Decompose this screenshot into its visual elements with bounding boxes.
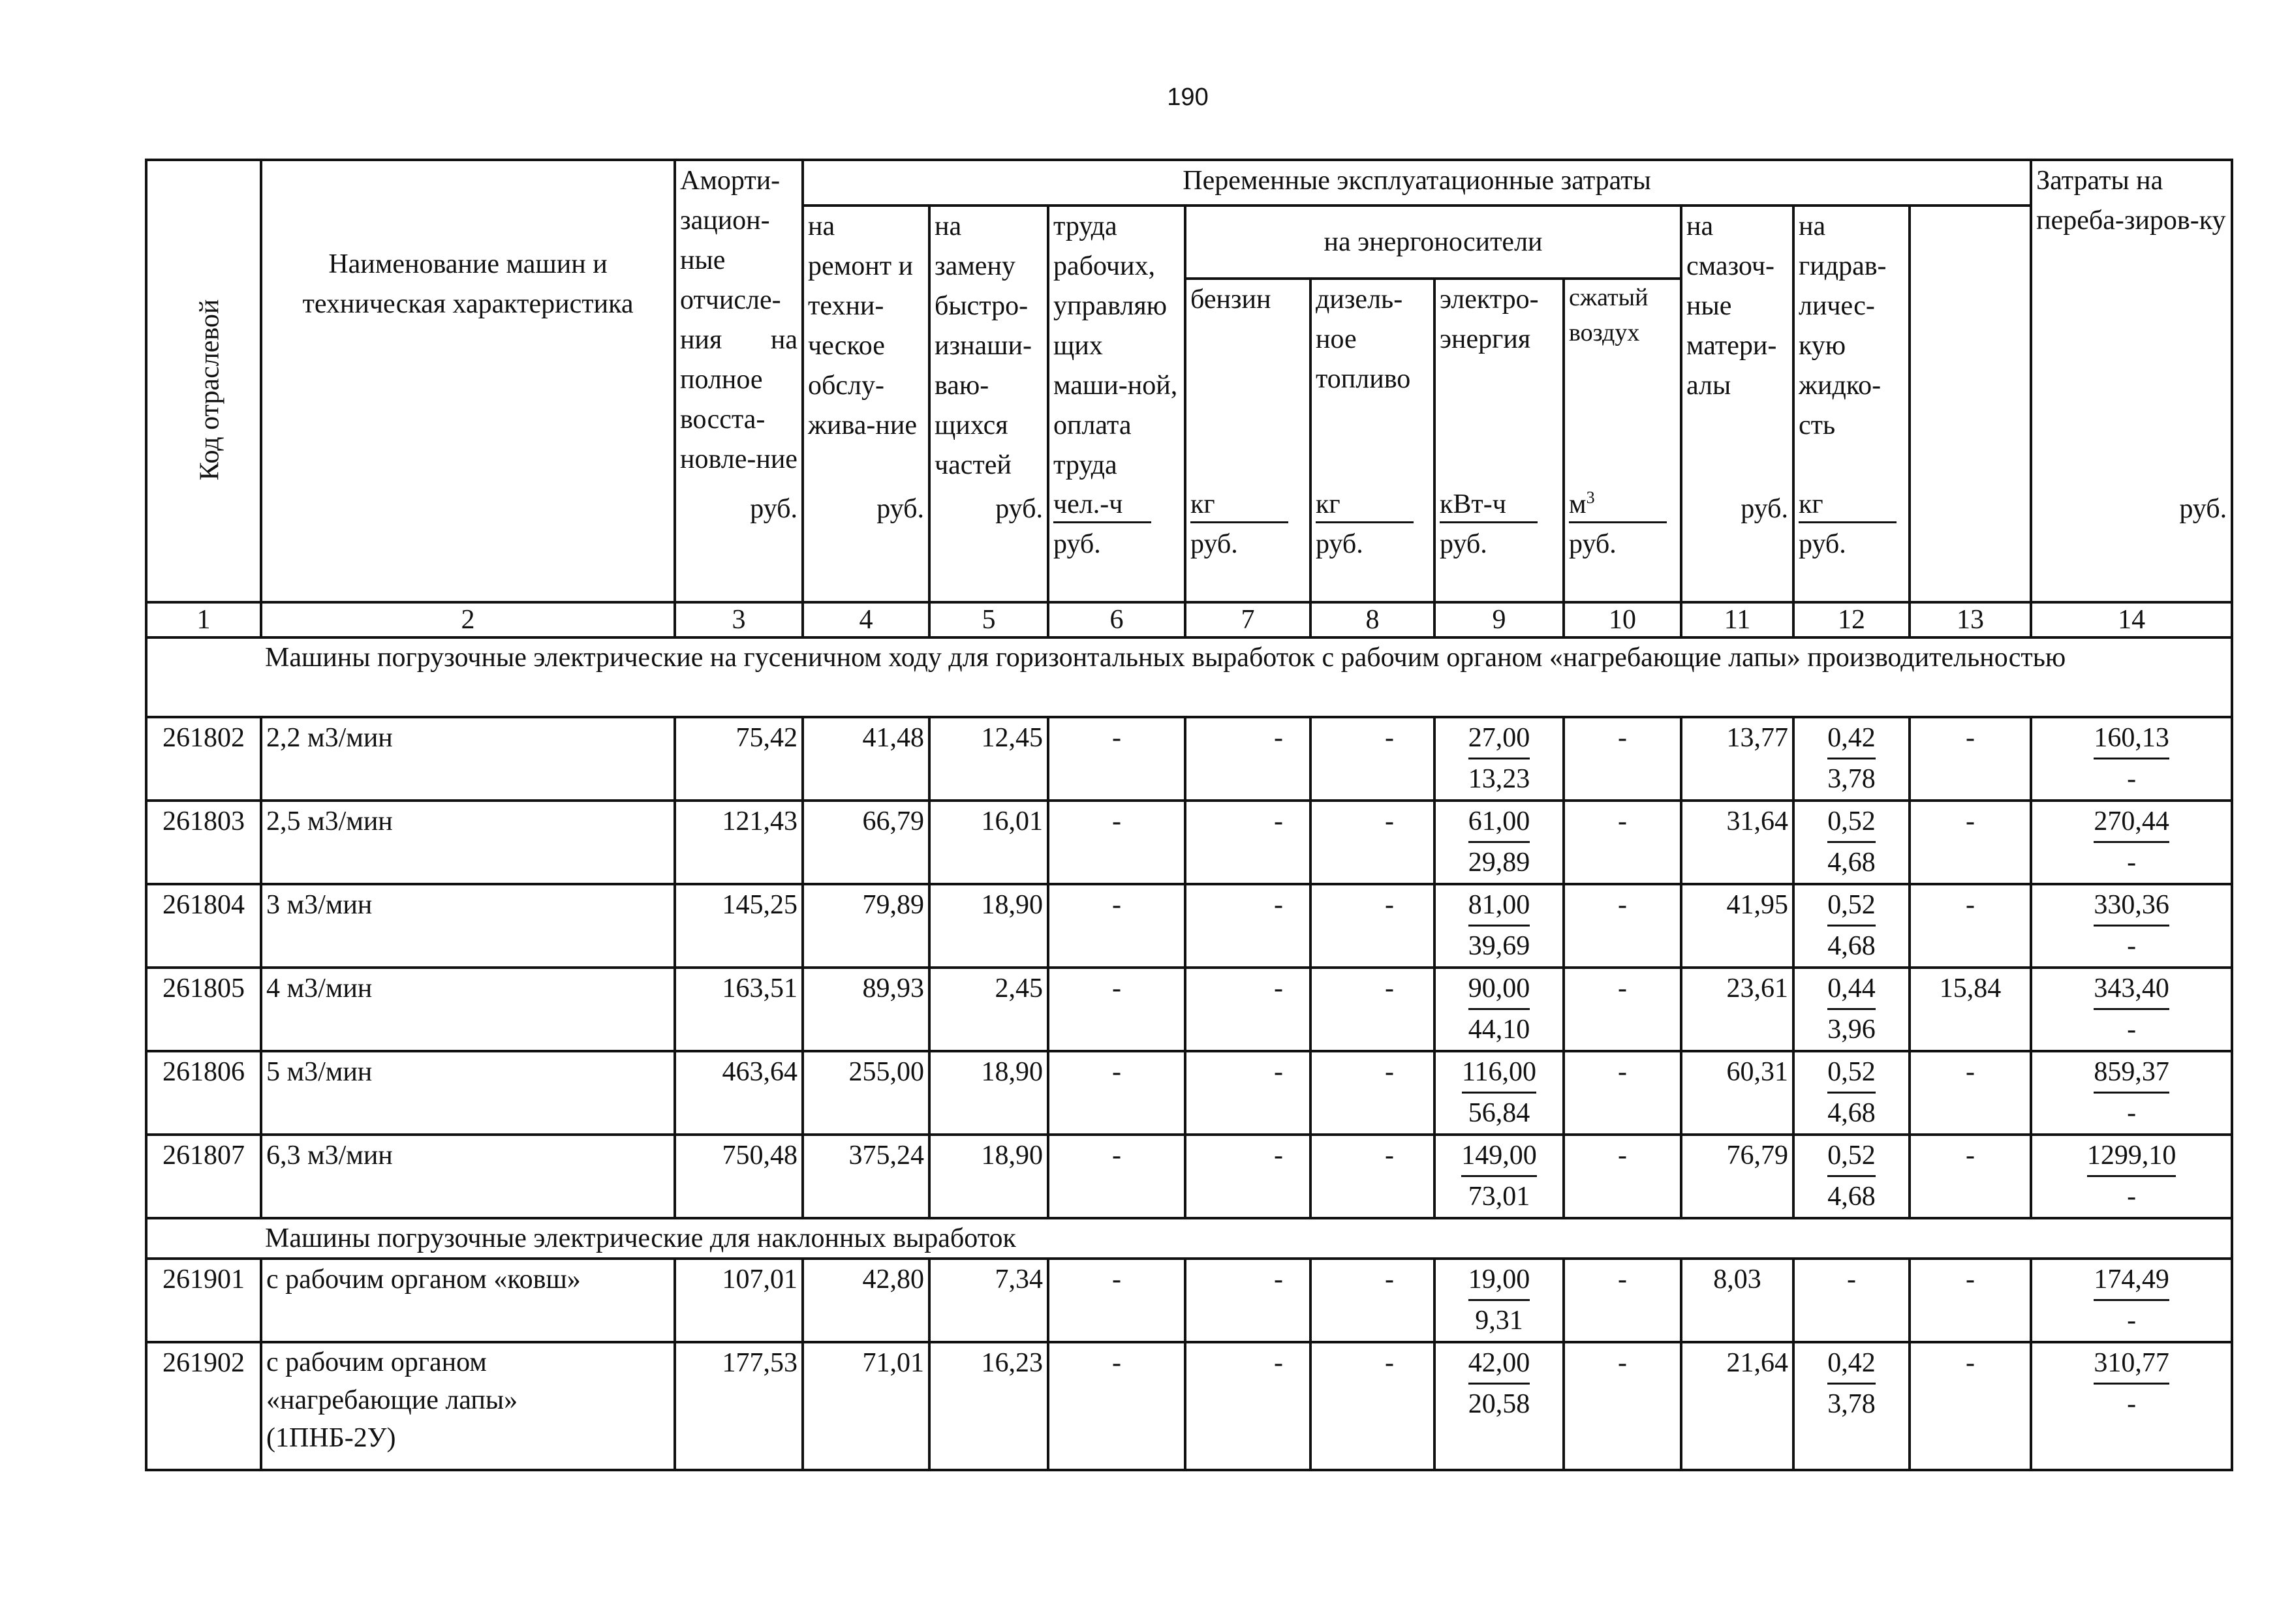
header-compressed-air: сжатый воздух $м^3$ руб.: [1564, 279, 1681, 602]
table-row: 261902 с рабочим органом «нагребающие лапы» (1ПНБ-2У) 177,53 71,01 16,23 - - - $\frac{42,00}{20,58}$ - 21,64 $\frac{0,42}{3,78}$ - $\frac{310,77}{-}$: [146, 1342, 2232, 1470]
header-diesel: дизель-ное топливо кг руб.: [1310, 279, 1434, 602]
table-row: 261805 4 м3/мин 163,51 89,93 2,45 - - - $\frac{90,00}{44,10}$ - 23,61 $\frac{0,44}{3,96}$ 15,84 $\frac{343,40}{-}$: [146, 968, 2232, 1051]
header-lubricants: на смазоч-ные матери-алы руб.: [1681, 206, 1793, 602]
header-row-1: [146, 160, 2232, 206]
header-parts: на замену быстро-изнаши-ваю-щихся частей руб.: [929, 206, 1048, 602]
group-title-horizontal: Машины погрузочные электрические на гусеничном ходу для горизонтальных выработок с рабочим органом «нагребающие лапы» производительностью: [146, 637, 2232, 717]
table-row: 261802 2,2 м3/мин 75,42 41,48 12,45 - - - $\frac{27,00}{13,23}$ - 13,77 $\frac{0,42}{3,78}$ - $\frac{160,13}{-}$: [146, 717, 2232, 801]
table-row: 261804 3 м3/мин 145,25 79,89 18,90 - - - $\frac{81,00}{39,69}$ - 41,95 $\frac{0,52}{4,68}$ - $\frac{330,36}{-}$: [146, 884, 2232, 968]
page-number: 190: [1167, 84, 1209, 111]
header-labor: труда рабочих, управляю щих маши-ной, оплата труда чел.-ч руб.: [1048, 206, 1185, 602]
group-title-inclined: Машины погрузочные электрические для наклонных выработок: [146, 1218, 2232, 1259]
header-energy: на энергоносители: [1185, 206, 1681, 279]
table-row: 261803 2,5 м3/мин 121,43 66,79 16,01 - - - $\frac{61,00}{29,89}$ - 31,64 $\frac{0,52}{4,68}$ - $\frac{270,44}{-}$: [146, 801, 2232, 884]
header-relocation: Затраты на переба-зиров-ку руб.: [2031, 160, 2232, 602]
header-variable-costs: Переменные эксплуатационные затраты: [803, 160, 2031, 206]
header-petrol: бензин кг руб.: [1185, 279, 1310, 602]
header-electricity: электро-энергия кВт-ч руб.: [1434, 279, 1564, 602]
machine-rates-table: [145, 159, 2233, 1471]
table-row: 261807 6,3 м3/мин 750,48 375,24 18,90 - - - $\frac{149,00}{73,01}$ - 76,79 $\frac{0,52}{4,68}$ - $\frac{1299,10}{-}$: [146, 1135, 2232, 1218]
header-repair: на ремонт и техни-ческое обслу-жива-ние руб.: [803, 206, 929, 602]
column-number-row: 1 2 3 4 5 6 7 8 9 10 11 12 13 14: [146, 602, 2232, 637]
header-hydraulic: на гидрав-личес-кую жидко-сть кг руб.: [1793, 206, 1910, 602]
table-row: 261806 5 м3/мин 463,64 255,00 18,90 - - - $\frac{116,00}{56,84}$ - 60,31 $\frac{0,52}{4,68}$ - $\frac{859,37}{-}$: [146, 1051, 2232, 1135]
header-amortization: Аморти-зацион-ные отчисле-ния на полное восста-новле-ние руб.: [675, 160, 803, 602]
header-name: Наименование машин и техническая характеристика: [261, 160, 675, 602]
table-row: 261901 с рабочим органом «ковш» 107,01 42,80 7,34 - - - $\frac{19,00}{9,31}$ - 8,03 - - $\frac{174,49}{-}$: [146, 1259, 2232, 1342]
header-code: Код отраслевой: [146, 160, 261, 602]
